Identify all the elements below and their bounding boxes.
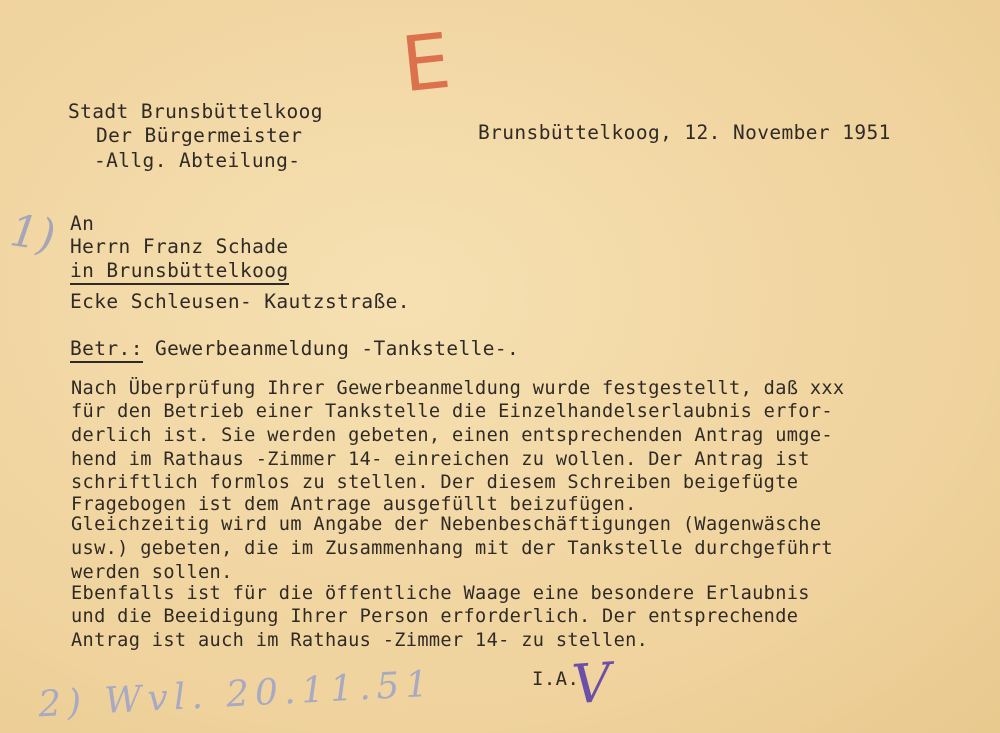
recipient-address: Ecke Schleusen- Kautzstraße. [70, 290, 410, 313]
body-line-4: hend im Rathaus -Zimmer 14- einreichen zu wollen. Der Antrag ist [71, 449, 810, 470]
body-line-1: Nach Überprüfung Ihrer Gewerbeanmeldung wurde festgestellt, daß xxx [71, 378, 845, 399]
body-line-9: werden sollen. [71, 562, 233, 583]
recipient-an: An [70, 212, 95, 235]
subject-text: Gewerbeanmeldung -Tankstelle-. [154, 337, 520, 360]
subject-label: Betr.: [70, 337, 143, 363]
body-line-12: Antrag ist auch im Rathaus -Zimmer 14- zu stellen. [71, 630, 649, 651]
subject-line [70, 337, 519, 360]
handwritten-initial: V [569, 650, 614, 717]
date-line: Brunsbüttelkoog, 12. November 1951 [478, 121, 891, 144]
handwritten-note-2: 2) Wvl. 20.11.51 [37, 663, 436, 726]
signature-ia: I.A. [532, 668, 580, 690]
body-line-11: und die Beeidigung Ihrer Person erforderlich. Der entsprechende [71, 606, 799, 627]
body-line-10: Ebenfalls ist für die öffentliche Waage eine besondere Erlaubnis [71, 583, 810, 604]
body-line-5: schriftlich formlos zu stellen. Der diesem Schreiben beigefügte [71, 472, 799, 493]
sender-line-3: -Allg. Abteilung- [94, 149, 301, 172]
sender-line-1: Stadt Brunsbüttelkoog [68, 100, 323, 123]
handwritten-number-1: 1) [6, 205, 59, 262]
body-line-2: für den Betrieb einer Tankstelle die Einzelhandelserlaubnis erfor- [71, 401, 833, 422]
body-line-7: Gleichzeitig wird um Angabe der Nebenbeschäftigungen (Wagenwäsche [71, 514, 822, 535]
recipient-city [70, 259, 289, 282]
handwritten-letter-e: E [397, 15, 455, 110]
body-line-8: usw.) gebeten, die im Zusammenhang mit der Tankstelle durchgeführt [71, 538, 833, 559]
body-line-6: Fragebogen ist dem Antrage ausgefüllt beizufügen. [71, 494, 637, 515]
recipient-city-text: in Brunsbüttelkoog [70, 259, 289, 285]
recipient-name: Herrn Franz Schade [70, 235, 289, 258]
body-line-3: derlich ist. Sie werden gebeten, einen entsprechenden Antrag umge- [71, 425, 833, 446]
sender-line-2: Der Bürgermeister [96, 124, 303, 147]
